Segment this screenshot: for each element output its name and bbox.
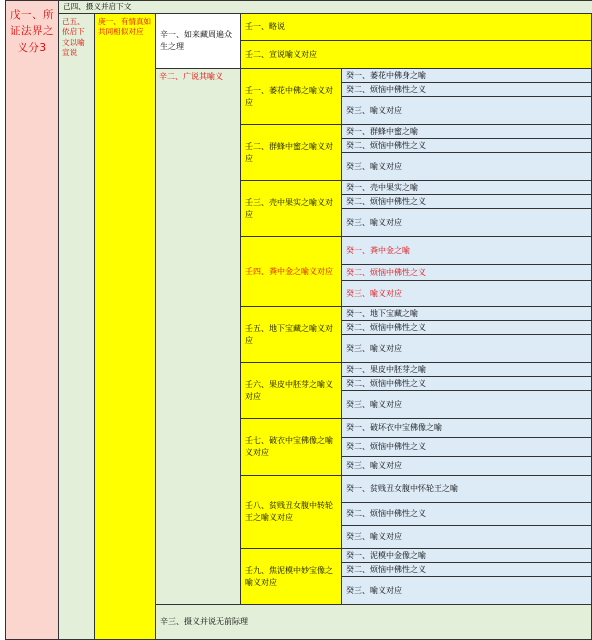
gui-label: 癸三、喻义对应 [346,343,402,353]
ren-meaning-cell [240,40,592,69]
gui-cell-4-3 [341,280,592,307]
gui-label: 癸三、喻义对应 [346,461,402,471]
ren-cell-2 [240,124,342,181]
gui-cell-4-2 [341,264,592,281]
gui-label: 癸三、喻义对应 [346,161,402,171]
gui-label: 癸三、喻义对应 [346,585,402,595]
gui-label: 癸一、群蜂中蜜之喻 [346,126,418,136]
gui-cell-3-1 [341,180,592,195]
gui-label: 癸三、喻义对应 [346,399,402,409]
ren-brief-cell [240,13,592,41]
ren-cell-1 [240,68,342,125]
ren-label-7: 壬七、破衣中宝佛像之喻义对应 [245,436,333,457]
ren-label-5: 壬五、地下宝藏之喻义对应 [245,323,333,345]
gui-label: 癸二、烦恼中佛性之义 [346,442,426,452]
gui-label: 癸三、喻义对应 [346,288,402,298]
gui-cell-9-2 [341,562,592,577]
ren-cell-5 [240,306,342,363]
gui-cell-2-2 [341,138,592,153]
gui-label: 癸一、果皮中胚芽之喻 [346,364,426,374]
gui-cell-8-1 [341,475,592,503]
ren-cell-6 [240,362,342,419]
ren-label-2: 壬二、群蜂中蜜之喻义对应 [245,141,333,163]
xin1-label: 辛一、如来藏周遍众生之理 [160,30,232,51]
gui-cell-5-1 [341,306,592,321]
gui-cell-7-3 [341,456,592,476]
xin3-label: 辛三、摄义并说无前际理 [160,617,248,627]
gui-label: 癸一、粪中金之喻 [346,245,410,255]
gui-cell-9-3 [341,576,592,605]
gui-label: 癸二、烦恼中佛性之义 [346,140,426,150]
gui-cell-6-2 [341,376,592,391]
gui-label: 癸三、喻义对应 [346,105,402,115]
ren-label-4: 壬四、粪中金之喻义对应 [245,266,333,276]
outline-col3-cell [94,13,156,640]
gui-label: 癸一、泥模中金像之喻 [346,550,426,560]
ren-label-8: 壬八、贫贱丑女腹中转轮王之喻义对应 [245,501,333,522]
ren-label-6: 壬六、果皮中胚芽之喻义对应 [245,379,333,401]
gui-cell-1-1 [341,68,592,83]
xin2-cell [155,68,241,605]
ren-meaning-label: 壬二、宣说喻义对应 [245,49,317,59]
ren-label-9: 壬九、焦泥模中妙宝像之喻义对应 [245,565,333,587]
gui-label: 癸一、破坏衣中宝佛像之喻 [346,423,442,433]
gui-label: 癸一、萎花中佛身之喻 [346,70,426,80]
gui-label: 癸二、烦恼中佛性之义 [346,378,426,388]
gui-cell-6-1 [341,362,592,377]
gui-label: 癸三、喻义对应 [346,532,402,542]
gui-label: 癸二、烦恼中佛性之义 [346,509,426,519]
ren-cell-8 [240,475,342,549]
gui-cell-6-3 [341,390,592,419]
outline-col2-label: 己五、依启下文以喻宣说 [62,17,85,57]
gui-cell-8-2 [341,502,592,526]
gui-label: 癸二、烦恼中佛性之义 [346,196,426,206]
gui-label: 癸一、地下宝藏之喻 [346,308,418,318]
ren-cell-9 [240,548,342,605]
outline-col3-label: 庚一、有情真如共同相似对应 [98,17,152,37]
ren-label-1: 壬一、萎花中佛之喻义对应 [245,85,333,107]
gui-cell-2-1 [341,124,592,139]
gui-cell-9-1 [341,548,592,563]
header-label: 己四、摄义并启下文 [63,2,132,11]
gui-cell-3-3 [341,208,592,237]
gui-cell-2-3 [341,152,592,181]
xin2-label: 辛二、广说其喻义 [159,72,223,81]
gui-cell-7-2 [341,437,592,457]
ren-cell-4 [240,236,342,307]
gui-cell-5-2 [341,320,592,335]
xin1-cell [155,13,241,69]
gui-label: 癸三、喻义对应 [346,217,402,227]
outline-col1-label: 戊一、所证法界之义分3 [10,9,54,54]
gui-label: 癸一、贫贱丑女腹中怀轮王之喻 [346,484,458,494]
gui-cell-5-3 [341,334,592,363]
outline-col2-cell [58,13,95,640]
gui-label: 癸二、烦恼中佛性之义 [346,267,426,277]
gui-label: 癸二、烦恼中佛性之义 [346,84,426,94]
ren-cell-7 [240,418,342,476]
ren-cell-3 [240,180,342,237]
header-row [58,0,592,14]
gui-cell-1-3 [341,96,592,125]
ren-brief-label: 壬一、略说 [245,22,285,32]
gui-cell-8-3 [341,525,592,549]
gui-cell-3-2 [341,194,592,209]
gui-label: 癸二、烦恼中佛性之义 [346,322,426,332]
gui-label: 癸一、壳中果实之喻 [346,182,418,192]
outline-col1-cell [5,0,59,640]
gui-cell-7-1 [341,418,592,438]
ren-label-3: 壬三、壳中果实之喻义对应 [245,197,333,219]
gui-cell-1-2 [341,82,592,97]
gui-label: 癸二、烦恼中佛性之义 [346,564,426,574]
gui-cell-4-1 [341,236,592,265]
